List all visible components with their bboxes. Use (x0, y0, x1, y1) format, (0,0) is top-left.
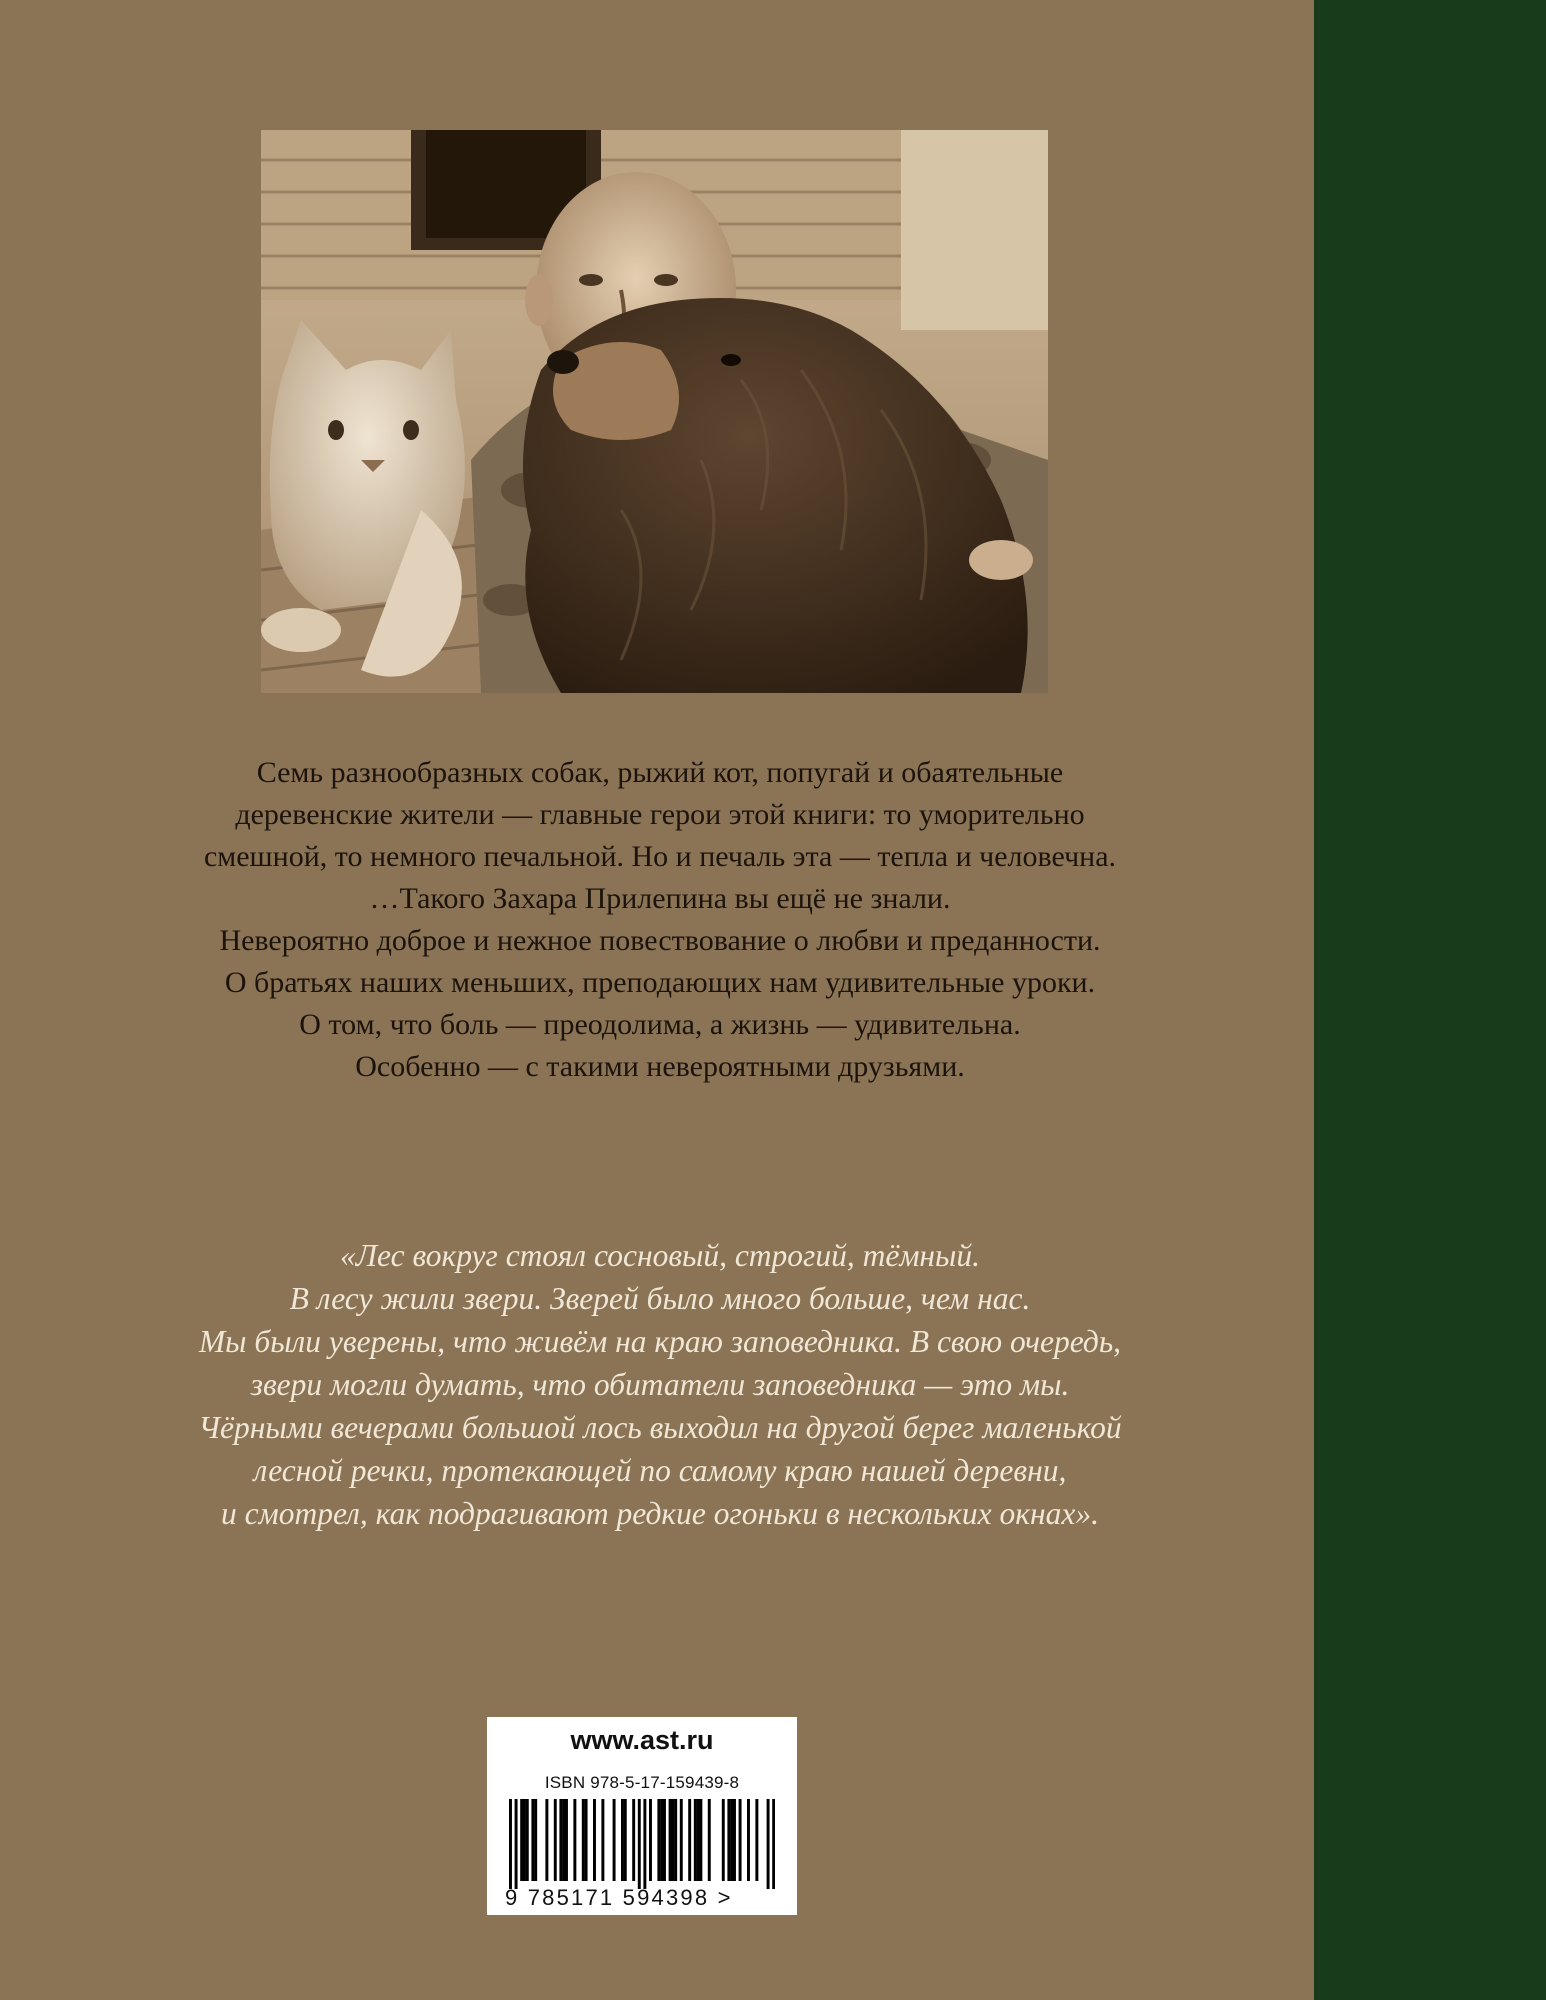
barcode-bar (515, 1799, 518, 1889)
barcode-bar (643, 1799, 646, 1889)
quote-line: лесной речки, протекающей по самому краю нашей деревни, (253, 1453, 1067, 1488)
barcode-bar (747, 1799, 750, 1881)
barcode-bar (671, 1799, 674, 1881)
barcode-bar (509, 1799, 512, 1889)
barcode-bar (562, 1799, 565, 1881)
blurb-line: О братьях наших меньших, преподающих нам удивительные уроки. (224, 966, 1096, 999)
barcode-bar (573, 1799, 576, 1881)
blurb-line: О том, что боль — преодолима, а жизнь — удивительна. (299, 1008, 1021, 1041)
quote-line: звери могли думать, что обитатели заповедника — это мы. (250, 1367, 1070, 1402)
excerpt-quote (110, 1234, 1210, 1535)
sepia-photo-man-with-cat-and-dog-icon (261, 130, 1048, 693)
quote-line: и смотрел, как подрагивают редкие огоньки в нескольких окнах». (221, 1496, 1099, 1531)
barcode-bar (638, 1799, 641, 1889)
blurb-text (110, 752, 1210, 1088)
blurb-line: Невероятно доброе и нежное повествование о любви и преданности. (219, 924, 1101, 957)
barcode-bar (520, 1799, 523, 1881)
barcode-bar (733, 1799, 736, 1881)
barcode-bar (545, 1799, 548, 1881)
barcode-bar (680, 1799, 683, 1881)
quote-line: Мы были уверены, что живём на краю заповедника. В свою очередь, (198, 1324, 1122, 1359)
publisher-website: www.ast.ru (570, 1725, 714, 1755)
barcode-bar (730, 1799, 733, 1881)
isbn-barcode-box (487, 1717, 797, 1915)
barcode-icon (509, 1799, 775, 1889)
barcode-bar (613, 1799, 616, 1881)
barcode-bar (657, 1799, 660, 1881)
barcode-bar (663, 1799, 666, 1881)
barcode-bar (554, 1799, 557, 1881)
barcode-bar (582, 1799, 585, 1881)
spine-strip (1314, 0, 1546, 2000)
blurb-line: Особенно — с такими невероятными друзьями. (355, 1050, 965, 1083)
barcode-bar (526, 1799, 529, 1881)
barcode-bar (531, 1799, 534, 1881)
blurb-line: смешной, то немного печальной. Но и печаль эта — тепла и человечна. (203, 840, 1117, 873)
barcode-bar (621, 1799, 624, 1881)
barcode-bar (767, 1799, 770, 1889)
barcode-bar (727, 1799, 730, 1881)
blurb-line: деревенские жители — главные герои этой книги: то уморительно (235, 798, 1085, 831)
barcode-bar (624, 1799, 627, 1881)
barcode-bar (669, 1799, 672, 1881)
barcode-bar (559, 1799, 562, 1881)
barcode-bar (534, 1799, 537, 1881)
barcode-bar (772, 1799, 775, 1889)
barcode-bar (722, 1799, 725, 1881)
barcode-bar (523, 1799, 526, 1881)
quote-line: В лесу жили звери. Зверей было много больше, чем нас. (289, 1281, 1031, 1316)
blurb-line: …Такого Захара Прилепина вы ещё не знали. (369, 882, 951, 915)
barcode-bar (739, 1799, 742, 1881)
barcode-bar (694, 1799, 697, 1881)
barcode-bar (755, 1799, 758, 1881)
barcode-bar (601, 1799, 604, 1881)
blurb-line: Семь разнообразных собак, рыжий кот, попугай и обаятельные (256, 756, 1064, 789)
barcode-bar (632, 1799, 635, 1881)
barcode-bar (699, 1799, 702, 1881)
barcode-bar (649, 1799, 652, 1881)
barcode-bar (585, 1799, 588, 1881)
barcode-digits: 9 785171 594398 > (505, 1885, 733, 1910)
author-photo (261, 130, 1048, 693)
quote-line: «Лес вокруг стоял сосновый, строгий, тёмный. (339, 1238, 981, 1273)
barcode-bar (708, 1799, 711, 1881)
barcode-bar (593, 1799, 596, 1881)
quote-line: Чёрными вечерами большой лось выходил на другой берег маленькой (198, 1410, 1122, 1445)
barcode-bar (660, 1799, 663, 1881)
barcode-bar (688, 1799, 691, 1881)
isbn-number: ISBN 978-5-17-159439-8 (544, 1773, 740, 1792)
barcode-bar (674, 1799, 677, 1881)
barcode-bar (697, 1799, 700, 1881)
barcode-bar (565, 1799, 568, 1881)
